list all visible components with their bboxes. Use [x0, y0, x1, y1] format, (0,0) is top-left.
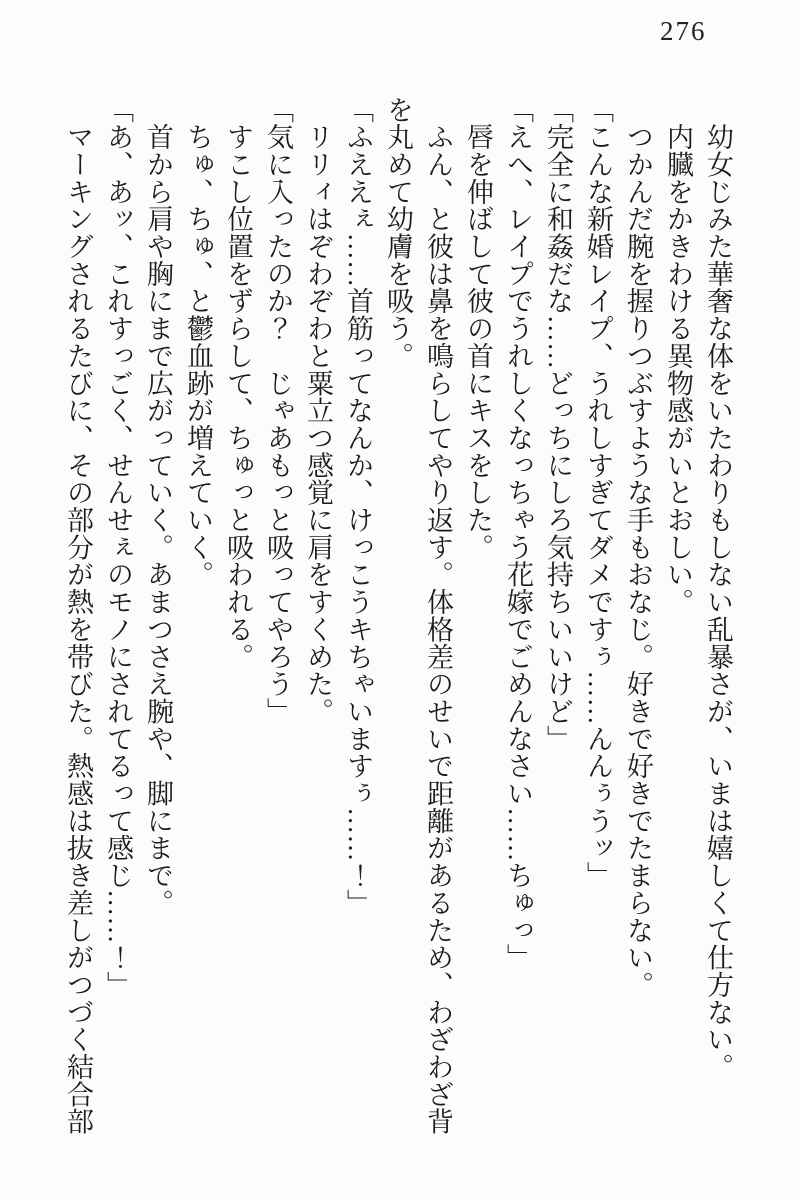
paragraph-3: つかんだ腕を握りつぶすような手もおなじ。好きで好きでたまらない。 [623, 96, 653, 999]
paragraph-11: 「気に入ったのか？ じゃあもっと吸ってやろう」 [263, 96, 293, 726]
paragraph-5: 「完全に和姦だな……どっちにしろ気持ちいいけど」 [543, 96, 573, 753]
page-number: 276 [660, 16, 707, 46]
paragraph-1: 幼女じみた華奢な体をいたわりもしない乱暴さが、いまは嬉しくて仕方ない。 [703, 96, 733, 1081]
paragraph-15: 「あ、あッ、これすっごく、せんせぇのモノにされてるって感じ……！」 [103, 96, 133, 999]
paragraph-6: 「えへ、レイプでうれしくなっちゃう花嫁でごめんなさい……ちゅっ」 [503, 96, 533, 972]
paragraph-9: 「ふええぇ……首筋ってなんか、けっこうキちゃいますぅ……！」 [343, 96, 373, 917]
paragraph-8: ふん、と彼は鼻を鳴らしてやり返す。体格差のせいで距離があるため、わざわざ背を丸めて幼膚を吸う。 [383, 96, 453, 1136]
paragraph-2: 内臓をかきわける異物感がいとおしい。 [663, 96, 693, 616]
text-area [58, 96, 738, 1144]
paragraph-10: リリィはぞわぞわと粟立つ感覚に肩をすくめた。 [303, 96, 333, 726]
paragraph-16: マーキングされるたびに、その部分が熱を帯びた。熱感は抜き差しがつづく結合部 [63, 96, 93, 1136]
paragraph-14: 首から肩や胸にまで広がっていく。あまつさえ腕や、脚にまで。 [143, 96, 173, 917]
paragraph-12: すこし位置をずらして、ちゅっと吸われる。 [223, 96, 253, 671]
paragraph-4: 「こんな新婚レイプ、うれしすぎてダメですぅ……んんぅうッ」 [583, 96, 613, 890]
paragraph-7: 唇を伸ばして彼の首にキスをした。 [463, 96, 493, 561]
paragraph-13: ちゅ、ちゅ、と鬱血跡が増えていく。 [183, 96, 213, 589]
